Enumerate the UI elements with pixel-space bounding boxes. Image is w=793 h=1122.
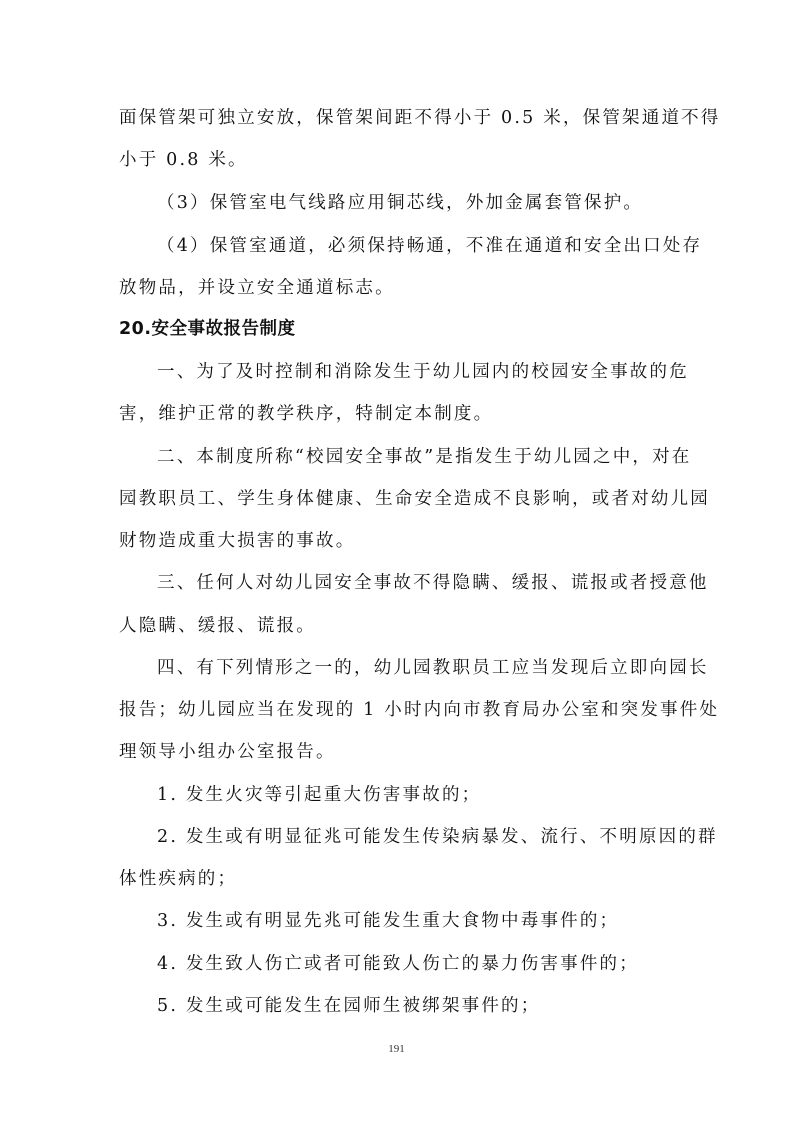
section-heading: 20.安全事故报告制度 [119,319,296,339]
text-line-16: 理领导小组办公室报告。 [119,742,336,762]
text-line-18: 2. 发生或有明显征兆可能发生传染病暴发、流行、不明原因的群 [157,827,718,847]
text-line-8: 害，维护正常的教学秩序，特制定本制度。 [119,404,494,424]
text-line-14: 四、有下列情形之一的，幼儿园教职员工应当发现后立即向园长 [157,658,709,678]
text-line-17: 1. 发生火灾等引起重大伤害事故的； [157,785,482,805]
text-line-20: 3. 发生或有明显先兆可能发生重大食物中毒事件的； [157,911,620,931]
text-line-19: 体性疾病的； [119,869,238,889]
text-line-1: 面保管架可独立安放，保管架间距不得小于 0.5 米，保管架通道不得 [119,108,721,128]
text-line-22: 5. 发生或可能发生在园师生被绑架事件的； [157,996,541,1016]
text-line-9: 二、本制度所称“校园安全事故”是指发生于幼儿园之中，对在 [157,447,692,467]
text-line-10: 园教职员工、学生身体健康、生命安全造成不良影响，或者对幼儿园 [119,489,710,509]
text-line-11: 财物造成重大损害的事故。 [119,531,356,551]
text-line-21: 4. 发生致人伤亡或者可能致人伤亡的暴力伤害事件的； [157,954,639,974]
text-line-15: 报告；幼儿园应当在发现的 1 小时内向市教育局办公室和突发事件处 [119,700,720,720]
text-line-2: 小于 0.8 米。 [119,150,248,170]
page-number: 191 [388,1043,405,1055]
text-line-5: 放物品，并设立安全通道标志。 [119,278,395,298]
text-line-12: 三、任何人对幼儿园安全事故不得隐瞒、缓报、谎报或者授意他 [157,573,709,593]
text-line-4: （4）保管室通道，必须保持畅通，不准在通道和安全出口处存 [157,236,703,256]
text-line-7: 一、为了及时控制和消除发生于幼儿园内的校园安全事故的危 [157,362,689,382]
text-line-13: 人隐瞒、缓报、谎报。 [119,616,316,636]
text-line-3: （3）保管室电气线路应用铜芯线，外加金属套管保护。 [157,193,644,213]
